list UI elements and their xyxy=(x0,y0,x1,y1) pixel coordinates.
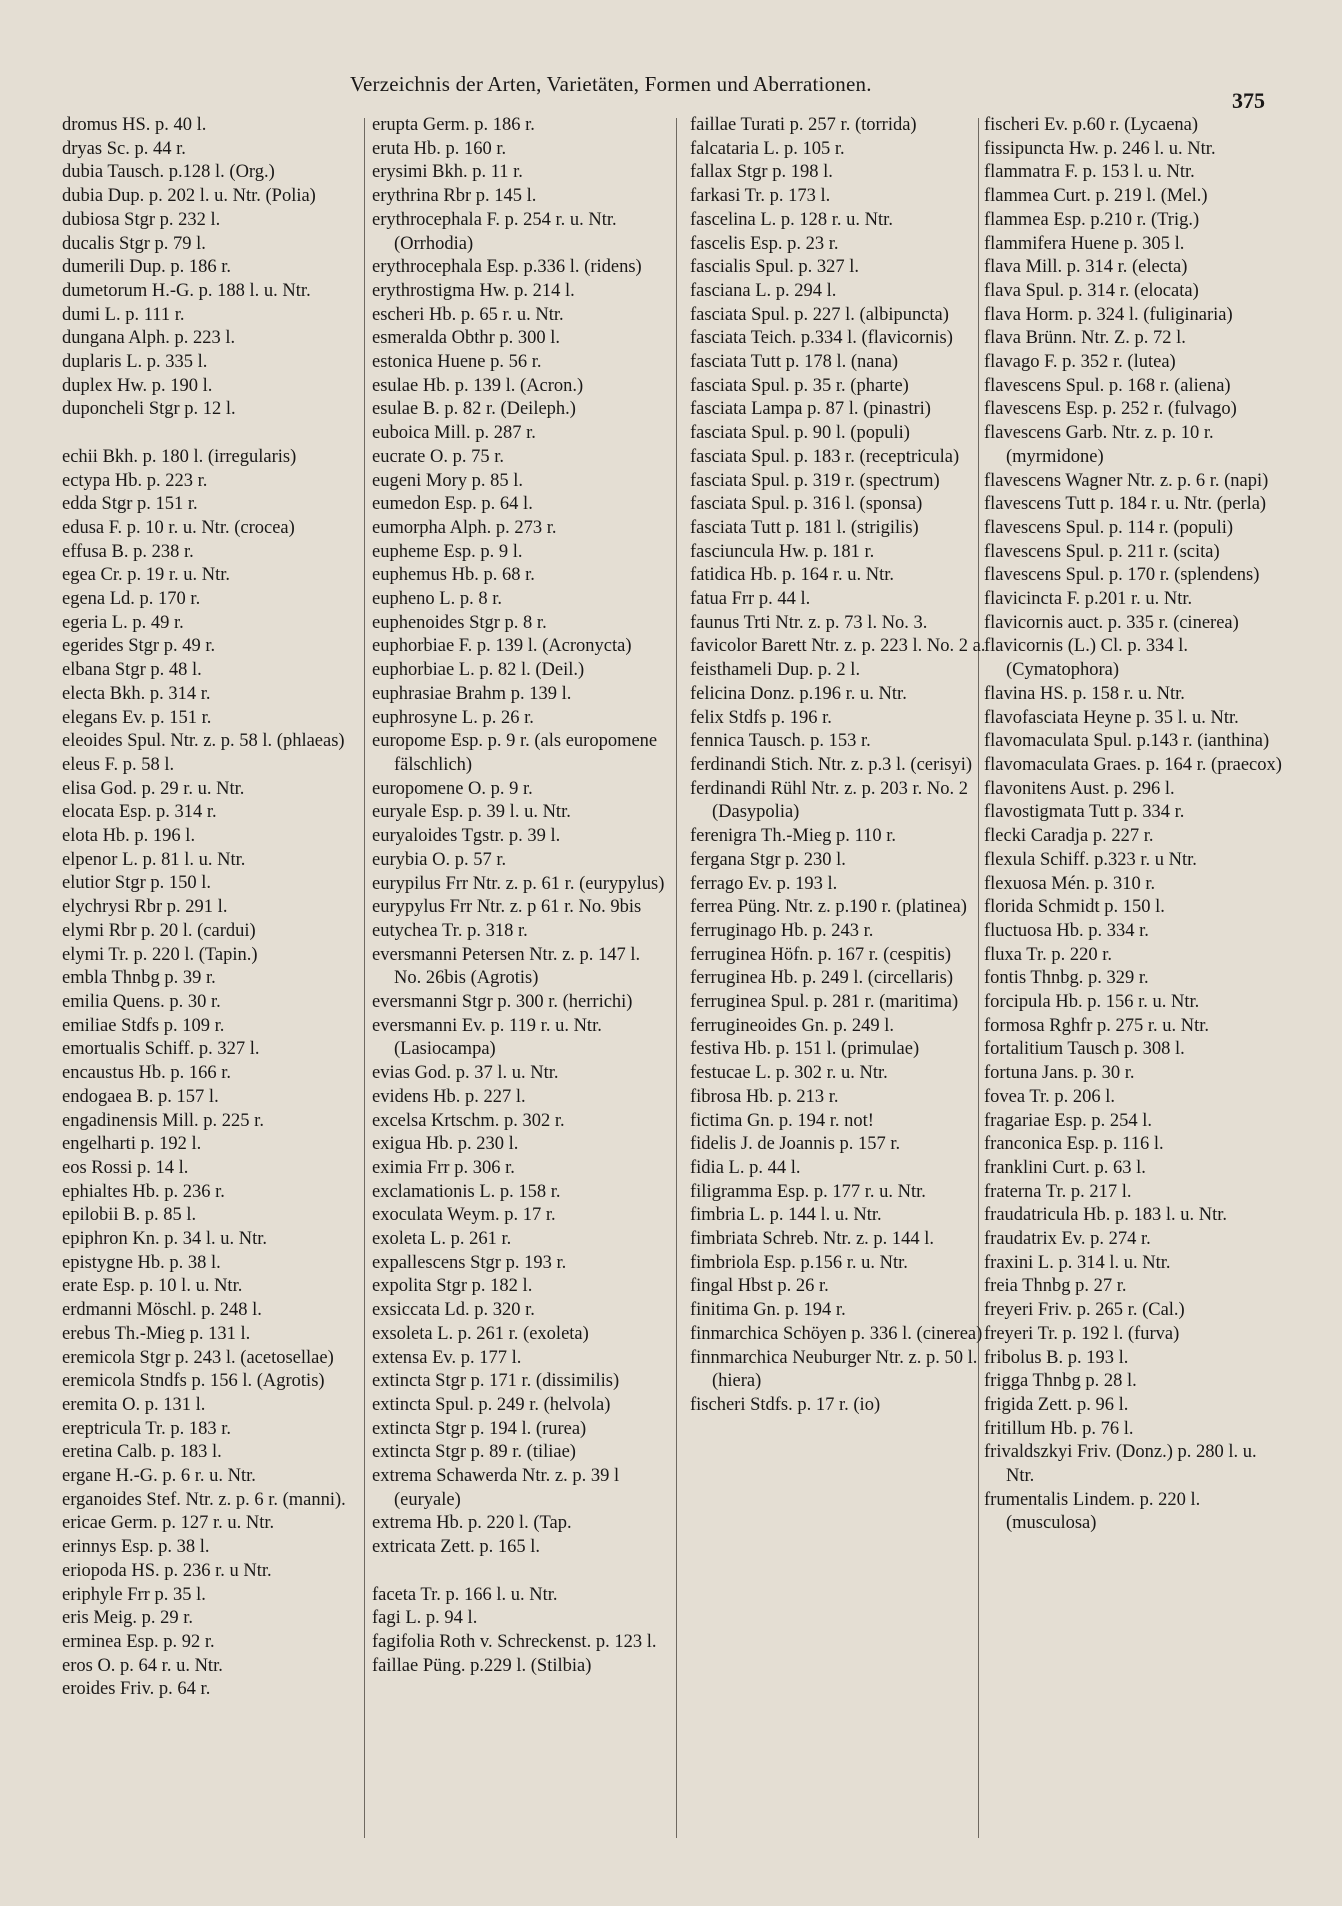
index-entry: flexula Schiff. p.323 r. u Ntr. xyxy=(984,849,1197,870)
column-rule xyxy=(364,118,365,1838)
index-entry: extincta Stgr p. 194 l. (rurea) xyxy=(372,1418,587,1439)
index-entry: eriopoda HS. p. 236 r. u Ntr. xyxy=(62,1560,272,1581)
index-entry: embla Thnbg p. 39 r. xyxy=(62,968,216,989)
index-entry: epiphron Kn. p. 34 l. u. Ntr. xyxy=(62,1229,268,1250)
index-entry: estonica Huene p. 56 r. xyxy=(372,352,542,373)
index-entry: fallax Stgr p. 198 l. xyxy=(690,162,833,183)
index-entry: ferdinandi Rühl Ntr. z. p. 203 r. No. 2 (Dasypolia) xyxy=(690,778,968,823)
index-entry: filigramma Esp. p. 177 r. u. Ntr. xyxy=(690,1181,926,1202)
index-entry: flavescens Esp. p. 252 r. (fulvago) xyxy=(984,399,1237,420)
index-entry: fissipuncta Hw. p. 246 l. u. Ntr. xyxy=(984,138,1216,159)
index-entry: elychrysi Rbr p. 291 l. xyxy=(62,897,228,918)
index-entry: engadinensis Mill. p. 225 r. xyxy=(62,1110,264,1131)
index-entry: emilia Quens. p. 30 r. xyxy=(62,992,221,1012)
index-entry: erysimi Bkh. p. 11 r. xyxy=(372,162,523,183)
index-entry: fraudatricula Hb. p. 183 l. u. Ntr. xyxy=(984,1205,1228,1226)
index-entry: eruta Hb. p. 160 r. xyxy=(372,138,507,159)
index-entry: extricata Zett. p. 165 l. xyxy=(372,1537,540,1558)
index-entry: fatidica Hb. p. 164 r. u. Ntr. xyxy=(690,565,894,586)
index-entry: euphrosyne L. p. 26 r. xyxy=(372,707,534,728)
index-entry: flavescens Spul. p. 168 r. (aliena) xyxy=(984,375,1231,396)
index-entry: flavicornis auct. p. 335 r. (cinerea) xyxy=(984,612,1239,633)
index-entry: freyeri Friv. p. 265 r. (Cal.) xyxy=(984,1300,1185,1321)
index-entry: eumedon Esp. p. 64 l. xyxy=(372,494,533,515)
index-entry: fraxini L. p. 314 l. u. Ntr. xyxy=(984,1252,1171,1273)
index-entry: fasciata Tutt p. 178 l. (nana) xyxy=(690,352,899,373)
index-entry: erdmanni Möschl. p. 248 l. xyxy=(62,1300,262,1321)
index-entry: forcipula Hb. p. 156 r. u. Ntr. xyxy=(984,992,1200,1013)
index-entry: fontis Thnbg. p. 329 r. xyxy=(984,968,1149,989)
index-entry: franklini Curt. p. 63 l. xyxy=(984,1157,1146,1178)
index-entry: felicina Donz. p.196 r. u. Ntr. xyxy=(690,683,907,704)
index-entry: frumentalis Lindem. p. 220 l. (musculosa) xyxy=(984,1489,1201,1534)
entry-gap xyxy=(372,1560,670,1584)
index-entry: fagi L. p. 94 l. xyxy=(372,1608,478,1629)
index-entry: eucrate O. p. 75 r. xyxy=(372,446,505,467)
index-entry: euphorbiae F. p. 139 l. (Acronycta) xyxy=(372,636,632,657)
index-entry: freyeri Tr. p. 192 l. (furva) xyxy=(984,1323,1180,1344)
index-entry: exclamationis L. p. 158 r. xyxy=(372,1181,561,1202)
index-entry: fluxa Tr. p. 220 r. xyxy=(984,944,1112,965)
index-column-1 xyxy=(62,114,352,1702)
index-entry: faillae Turati p. 257 r. (torrida) xyxy=(690,115,917,135)
index-entry: dumi L. p. 111 r. xyxy=(62,304,185,325)
index-entry: flavostigmata Tutt p. 334 r. xyxy=(984,802,1185,823)
index-entry: flavescens Spul. p. 170 r. (splendens) xyxy=(984,565,1260,586)
index-entry: elutior Stgr p. 150 l. xyxy=(62,873,212,894)
index-entry: fimbriola Esp. p.156 r. u. Ntr. xyxy=(690,1252,908,1273)
index-entry: flavago F. p. 352 r. (lutea) xyxy=(984,352,1176,373)
index-entry: eumorpha Alph. p. 273 r. xyxy=(372,517,557,538)
index-entry: fraterna Tr. p. 217 l. xyxy=(984,1181,1132,1202)
index-entry: ferruginea Höfn. p. 167 r. (cespitis) xyxy=(690,944,951,965)
index-entry: dubiosa Stgr p. 232 l. xyxy=(62,209,221,230)
index-entry: formosa Rghfr p. 275 r. u. Ntr. xyxy=(984,1015,1210,1036)
index-entry: fergana Stgr p. 230 l. xyxy=(690,849,846,870)
index-entry: exsoleta L. p. 261 r. (exoleta) xyxy=(372,1323,589,1344)
index-column-2 xyxy=(372,114,670,1678)
index-entry: europomene O. p. 9 r. xyxy=(372,778,533,799)
index-entry: eversmanni Petersen Ntr. z. p. 147 l. No. 26bis (Agrotis) xyxy=(372,944,641,989)
index-entry: emiliae Stdfs p. 109 r. xyxy=(62,1015,225,1036)
index-entry: fragariae Esp. p. 254 l. xyxy=(984,1110,1152,1131)
index-entry: esmeralda Obthr p. 300 l. xyxy=(372,328,561,349)
index-entry: eretina Calb. p. 183 l. xyxy=(62,1442,222,1463)
index-entry: egea Cr. p. 19 r. u. Ntr. xyxy=(62,565,231,586)
index-entry: finmarchica Schöyen p. 336 l. (cinerea) xyxy=(690,1323,983,1344)
index-entry: eurybia O. p. 57 r. xyxy=(372,849,507,870)
index-entry: erinnys Esp. p. 38 l. xyxy=(62,1537,210,1558)
index-entry: frigida Zett. p. 96 l. xyxy=(984,1394,1129,1415)
index-entry: duplex Hw. p. 190 l. xyxy=(62,375,213,396)
index-entry: frivaldszkyi Friv. (Donz.) p. 280 l. u. Ntr. xyxy=(984,1442,1257,1487)
index-entry: eleus F. p. 58 l. xyxy=(62,754,175,775)
index-entry: extincta Stgr p. 171 r. (dissimilis) xyxy=(372,1371,620,1392)
index-entry: eris Meig. p. 29 r. xyxy=(62,1608,194,1629)
index-entry: fingal Hbst p. 26 r. xyxy=(690,1276,829,1297)
page-number: 375 xyxy=(1232,88,1265,113)
index-entry: excelsa Krtschm. p. 302 r. xyxy=(372,1110,565,1131)
index-entry: elegans Ev. p. 151 r. xyxy=(62,707,212,728)
index-column-4 xyxy=(984,114,1284,1536)
index-entry: flavicincta F. p.201 r. u. Ntr. xyxy=(984,589,1193,610)
index-entry: expallescens Stgr p. 193 r. xyxy=(372,1252,567,1273)
index-entry: fasciata Spul. p. 227 l. (albipuncta) xyxy=(690,304,949,325)
index-entry: euphrasiae Brahm p. 139 l. xyxy=(372,683,572,704)
index-entry: finitima Gn. p. 194 r. xyxy=(690,1300,846,1321)
index-entry: expolita Stgr p. 182 l. xyxy=(372,1276,533,1297)
index-entry: flammea Esp. p.210 r. (Trig.) xyxy=(984,209,1200,230)
index-entry: fasciata Spul. p. 319 r. (spectrum) xyxy=(690,470,940,491)
index-entry: elisa God. p. 29 r. u. Ntr. xyxy=(62,778,245,799)
index-entry: dumerili Dup. p. 186 r. xyxy=(62,257,232,278)
index-entry: elota Hb. p. 196 l. xyxy=(62,826,196,847)
index-entry: eversmanni Stgr p. 300 r. (herrichi) xyxy=(372,992,633,1013)
index-entry: fovea Tr. p. 206 l. xyxy=(984,1086,1116,1107)
index-entry: evias God. p. 37 l. u. Ntr. xyxy=(372,1063,559,1084)
index-entry: flavescens Garb. Ntr. z. p. 10 r. (myrmidone) xyxy=(984,423,1214,467)
index-entry: europome Esp. p. 9 r. (als europomene fälschlich) xyxy=(372,731,658,775)
index-entry: flavina HS. p. 158 r. u. Ntr. xyxy=(984,683,1185,704)
index-entry: duponcheli Stgr p. 12 l. xyxy=(62,399,236,420)
index-entry: edda Stgr p. 151 r. xyxy=(62,494,198,515)
index-entry: faillae Püng. p.229 l. (Stilbia) xyxy=(372,1655,592,1676)
index-entry: flavofasciata Heyne p. 35 l. u. Ntr. xyxy=(984,707,1239,728)
index-entry: fictima Gn. p. 194 r. not! xyxy=(690,1110,874,1131)
index-entry: fagifolia Roth v. Schreckenst. p. 123 l. xyxy=(372,1631,657,1652)
index-entry: extensa Ev. p. 177 l. xyxy=(372,1347,522,1368)
index-entry: ferenigra Th.-Mieg p. 110 r. xyxy=(690,826,897,847)
index-entry: eleoides Spul. Ntr. z. p. 58 l. (phlaeas) xyxy=(62,731,345,752)
index-entry: fascelis Esp. p. 23 r. xyxy=(690,233,839,254)
index-entry: flava Spul. p. 314 r. (elocata) xyxy=(984,280,1199,301)
index-entry: flecki Caradja p. 227 r. xyxy=(984,826,1154,847)
index-entry: emortualis Schiff. p. 327 l. xyxy=(62,1039,260,1060)
index-entry: eurypylus Frr Ntr. z. p 61 r. No. 9bis xyxy=(372,897,642,918)
index-entry: eos Rossi p. 14 l. xyxy=(62,1157,189,1178)
index-entry: eximia Frr p. 306 r. xyxy=(372,1157,515,1178)
index-entry: eugeni Mory p. 85 l. xyxy=(372,470,524,491)
index-entry: euphemus Hb. p. 68 r. xyxy=(372,565,535,586)
index-entry: fischeri Stdfs. p. 17 r. (io) xyxy=(690,1394,881,1415)
index-entry: extrema Hb. p. 220 l. (Tap. xyxy=(372,1513,572,1534)
index-entry: elymi Rbr p. 20 l. (cardui) xyxy=(62,920,256,941)
index-entry: euphorbiae L. p. 82 l. (Deil.) xyxy=(372,660,585,681)
index-entry: eutychea Tr. p. 318 r. xyxy=(372,920,528,941)
index-entry: erminea Esp. p. 92 r. xyxy=(62,1631,215,1652)
index-entry: endogaea B. p. 157 l. xyxy=(62,1086,219,1107)
index-entry: echii Bkh. p. 180 l. (irregularis) xyxy=(62,446,297,467)
index-entry: ferrea Püng. Ntr. z. p.190 r. (platinea) xyxy=(690,897,967,918)
index-entry: flavescens Tutt p. 184 r. u. Ntr. (perla) xyxy=(984,494,1267,515)
index-entry: edusa F. p. 10 r. u. Ntr. (crocea) xyxy=(62,517,295,538)
index-entry: dubia Dup. p. 202 l. u. Ntr. (Polia) xyxy=(62,186,316,207)
index-entry: flava Horm. p. 324 l. (fuliginaria) xyxy=(984,304,1233,325)
index-entry: fluctuosa Hb. p. 334 r. xyxy=(984,920,1149,941)
index-entry: eroides Friv. p. 64 r. xyxy=(62,1679,211,1700)
index-entry: evidens Hb. p. 227 l. xyxy=(372,1086,526,1107)
index-entry: flavescens Spul. p. 211 r. (scita) xyxy=(984,541,1220,562)
index-entry: fimbria L. p. 144 l. u. Ntr. xyxy=(690,1205,882,1226)
index-entry: extincta Stgr p. 89 r. (tiliae) xyxy=(372,1442,576,1463)
index-entry: ferruginea Hb. p. 249 l. (circellaris) xyxy=(690,968,954,989)
index-entry: fasciuncula Hw. p. 181 r. xyxy=(690,541,875,562)
index-entry: flava Mill. p. 314 r. (electa) xyxy=(984,257,1188,278)
index-entry: erythrostigma Hw. p. 214 l. xyxy=(372,280,575,301)
index-entry: euryaloides Tgstr. p. 39 l. xyxy=(372,826,561,847)
index-entry: flexuosa Mén. p. 310 r. xyxy=(984,873,1156,894)
index-entry: fatua Frr p. 44 l. xyxy=(690,589,811,610)
index-entry: erupta Germ. p. 186 r. xyxy=(372,115,535,135)
index-entry: fasciata Tutt p. 181 l. (strigilis) xyxy=(690,517,919,538)
index-entry: fribolus B. p. 193 l. xyxy=(984,1347,1129,1368)
index-entry: ericae Germ. p. 127 r. u. Ntr. xyxy=(62,1513,275,1534)
index-entry: ergane H.-G. p. 6 r. u. Ntr. xyxy=(62,1466,256,1487)
index-entry: eremita O. p. 131 l. xyxy=(62,1394,206,1415)
index-entry: falcataria L. p. 105 r. xyxy=(690,138,845,159)
index-entry: farkasi Tr. p. 173 l. xyxy=(690,186,831,207)
index-entry: faunus Trti Ntr. z. p. 73 l. No. 3. xyxy=(690,612,928,633)
index-entry: exoculata Weym. p. 17 r. xyxy=(372,1205,556,1226)
index-entry: fasciana L. p. 294 l. xyxy=(690,280,837,301)
index-entry: flavescens Wagner Ntr. z. p. 6 r. (napi) xyxy=(984,470,1269,491)
index-entry: ferrugineoides Gn. p. 249 l. xyxy=(690,1015,894,1036)
index-entry: eurypilus Frr Ntr. z. p. 61 r. (eurypylus) xyxy=(372,873,665,894)
index-entry: euboica Mill. p. 287 r. xyxy=(372,423,536,444)
index-entry: flammatra F. p. 153 l. u. Ntr. xyxy=(984,162,1195,183)
index-entry: engelharti p. 192 l. xyxy=(62,1134,202,1155)
index-entry: egena Ld. p. 170 r. xyxy=(62,589,201,610)
index-entry: faceta Tr. p. 166 l. u. Ntr. xyxy=(372,1584,558,1605)
index-entry: dromus HS. p. 40 l. xyxy=(62,115,207,135)
index-entry: festiva Hb. p. 151 l. (primulae) xyxy=(690,1039,920,1060)
index-entry: epilobii B. p. 85 l. xyxy=(62,1205,197,1226)
index-entry: fasciata Spul. p. 35 r. (pharte) xyxy=(690,375,909,396)
index-entry: erate Esp. p. 10 l. u. Ntr. xyxy=(62,1276,243,1297)
index-entry: fasciata Spul. p. 183 r. (receptricula) xyxy=(690,446,960,467)
index-entry: egeria L. p. 49 r. xyxy=(62,612,184,633)
index-entry: ectypa Hb. p. 223 r. xyxy=(62,470,208,491)
index-entry: erebus Th.-Mieg p. 131 l. xyxy=(62,1323,251,1344)
index-entry: fibrosa Hb. p. 213 r. xyxy=(690,1086,839,1107)
index-entry: ereptricula Tr. p. 183 r. xyxy=(62,1418,232,1439)
index-entry: ferdinandi Stich. Ntr. z. p.3 l. (cerisyi) xyxy=(690,754,973,775)
index-entry: finnmarchica Neuburger Ntr. z. p. 50 l. (hiera) xyxy=(690,1347,978,1392)
index-entry: dubia Tausch. p.128 l. (Org.) xyxy=(62,162,275,183)
index-entry: eupheme Esp. p. 9 l. xyxy=(372,541,523,562)
index-entry: exoleta L. p. 261 r. xyxy=(372,1229,512,1250)
index-entry: fennica Tausch. p. 153 r. xyxy=(690,731,871,752)
index-entry: egerides Stgr p. 49 r. xyxy=(62,636,216,657)
index-entry: flava Brünn. Ntr. Z. p. 72 l. xyxy=(984,328,1186,349)
index-entry: esulae Hb. p. 139 l. (Acron.) xyxy=(372,375,584,396)
index-entry: fidia L. p. 44 l. xyxy=(690,1157,801,1178)
index-entry: fasciata Spul. p. 316 l. (sponsa) xyxy=(690,494,923,515)
index-entry: euryale Esp. p. 39 l. u. Ntr. xyxy=(372,802,571,823)
index-entry: flavicornis (L.) Cl. p. 334 l. (Cymatophora) xyxy=(984,636,1188,681)
index-entry: fasciata Teich. p.334 l. (flavicornis) xyxy=(690,328,953,349)
index-entry: fascelina L. p. 128 r. u. Ntr. xyxy=(690,209,893,230)
index-entry: elbana Stgr p. 48 l. xyxy=(62,660,202,681)
index-entry: fascialis Spul. p. 327 l. xyxy=(690,257,860,278)
index-entry: encaustus Hb. p. 166 r. xyxy=(62,1063,232,1084)
index-entry: elpenor L. p. 81 l. u. Ntr. xyxy=(62,849,246,870)
index-entry: escheri Hb. p. 65 r. u. Ntr. xyxy=(372,304,564,325)
index-entry: flavomaculata Graes. p. 164 r. (praecox) xyxy=(984,754,1282,775)
index-entry: extrema Schawerda Ntr. z. p. 39 l (euryale) xyxy=(372,1466,620,1510)
index-entry: erythrocephala F. p. 254 r. u. Ntr. (Orrhodia) xyxy=(372,209,617,254)
index-entry: fasciata Spul. p. 90 l. (populi) xyxy=(690,423,910,444)
index-entry: felix Stdfs p. 196 r. xyxy=(690,707,832,728)
index-entry: fischeri Ev. p.60 r. (Lycaena) xyxy=(984,115,1199,135)
index-entry: ferrago Ev. p. 193 l. xyxy=(690,873,838,894)
index-entry: flammifera Huene p. 305 l. xyxy=(984,233,1185,254)
index-entry: elocata Esp. p. 314 r. xyxy=(62,802,217,823)
index-entry: effusa B. p. 238 r. xyxy=(62,541,194,562)
index-entry: festucae L. p. 302 r. u. Ntr. xyxy=(690,1063,888,1084)
index-entry: duplaris L. p. 335 l. xyxy=(62,352,208,373)
index-entry: dungana Alph. p. 223 l. xyxy=(62,328,236,349)
index-entry: dumetorum H.-G. p. 188 l. u. Ntr. xyxy=(62,280,311,301)
index-entry: ducalis Stgr p. 79 l. xyxy=(62,233,206,254)
index-entry: eremicola Stndfs p. 156 l. (Agrotis) xyxy=(62,1371,325,1392)
index-entry: ephialtes Hb. p. 236 r. xyxy=(62,1181,225,1202)
index-entry: electa Bkh. p. 314 r. xyxy=(62,683,211,704)
index-entry: ferruginago Hb. p. 243 r. xyxy=(690,920,874,941)
index-entry: fritillum Hb. p. 76 l. xyxy=(984,1418,1134,1439)
index-entry: fortalitium Tausch p. 308 l. xyxy=(984,1039,1185,1060)
index-entry: frigga Thnbg p. 28 l. xyxy=(984,1371,1137,1392)
index-entry: eremicola Stgr p. 243 l. (acetosellae) xyxy=(62,1347,334,1368)
index-entry: freia Thnbg p. 27 r. xyxy=(984,1276,1127,1297)
index-entry: fidelis J. de Joannis p. 157 r. xyxy=(690,1134,901,1155)
index-entry: franconica Esp. p. 116 l. xyxy=(984,1134,1164,1155)
index-entry: eversmanni Ev. p. 119 r. u. Ntr. (Lasiocampa) xyxy=(372,1015,602,1060)
index-entry: flavomaculata Spul. p.143 r. (ianthina) xyxy=(984,731,1270,752)
index-entry: eupheno L. p. 8 r. xyxy=(372,589,502,610)
index-entry: florida Schmidt p. 150 l. xyxy=(984,897,1165,918)
index-entry: esulae B. p. 82 r. (Deileph.) xyxy=(372,399,576,420)
index-entry: flavescens Spul. p. 114 r. (populi) xyxy=(984,517,1234,538)
index-entry: fasciata Lampa p. 87 l. (pinastri) xyxy=(690,399,931,420)
column-rule xyxy=(676,118,677,1838)
index-entry: erythrina Rbr p. 145 l. xyxy=(372,186,537,207)
index-entry: fimbriata Schreb. Ntr. z. p. 144 l. xyxy=(690,1229,935,1250)
running-header: Verzeichnis der Arten, Varietäten, Formen und Aberrationen. xyxy=(350,72,872,96)
entry-gap xyxy=(62,422,352,446)
index-entry: flavonitens Aust. p. 296 l. xyxy=(984,778,1175,799)
index-entry: fraudatrix Ev. p. 274 r. xyxy=(984,1229,1151,1250)
index-entry: elymi Tr. p. 220 l. (Tapin.) xyxy=(62,944,258,965)
index-entry: erythrocephala Esp. p.336 l. (ridens) xyxy=(372,257,642,278)
index-entry: euphenoides Stgr p. 8 r. xyxy=(372,612,547,633)
index-entry: dryas Sc. p. 44 r. xyxy=(62,138,186,159)
index-entry: erganoides Stef. Ntr. z. p. 6 r. (manni). xyxy=(62,1489,346,1510)
index-entry: extincta Spul. p. 249 r. (helvola) xyxy=(372,1394,611,1415)
index-entry: eriphyle Frr p. 35 l. xyxy=(62,1584,206,1605)
index-entry: exsiccata Ld. p. 320 r. xyxy=(372,1300,535,1321)
index-entry: feisthameli Dup. p. 2 l. xyxy=(690,660,861,681)
index-entry: exigua Hb. p. 230 l. xyxy=(372,1134,519,1155)
index-entry: ferruginea Spul. p. 281 r. (maritima) xyxy=(690,992,959,1013)
index-entry: flammea Curt. p. 219 l. (Mel.) xyxy=(984,186,1208,207)
index-entry: eros O. p. 64 r. u. Ntr. xyxy=(62,1655,223,1676)
index-entry: favicolor Barett Ntr. z. p. 223 l. No. 2 a. xyxy=(690,636,986,657)
index-column-3 xyxy=(690,114,988,1418)
index-entry: fortuna Jans. p. 30 r. xyxy=(984,1063,1135,1084)
index-entry: epistygne Hb. p. 38 l. xyxy=(62,1252,221,1273)
